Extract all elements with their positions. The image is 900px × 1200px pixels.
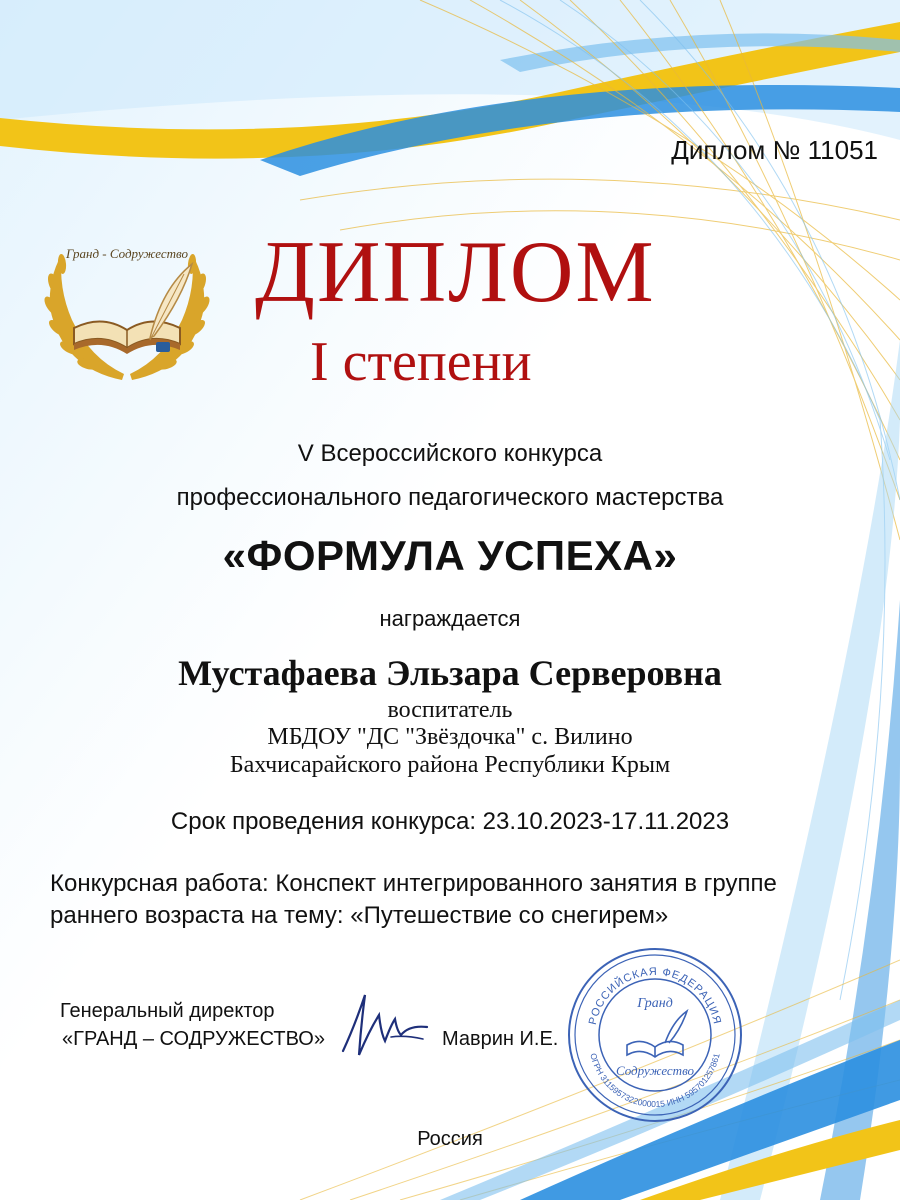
official-stamp	[565, 945, 745, 1125]
stamp-bottom-text: ОГРН 3115957322000015 ИНН 595701257861	[588, 1052, 722, 1110]
signature	[335, 985, 435, 1065]
signer-title: Генеральный директор	[60, 1000, 275, 1022]
contest-period: Срок проведения конкурса: 23.10.2023-17.11.2023	[170, 808, 730, 835]
recipient-organization: МБДОУ "ДС "Звёздочка" с. Вилино	[267, 724, 633, 750]
diploma-degree: I степени	[310, 331, 532, 393]
contest-line-1: V Всероссийского конкурса	[297, 440, 603, 467]
work-line-1: Конкурсная работа: Конспект интегрированного занятия в группе	[50, 870, 777, 897]
contest-name: «ФОРМУЛА УСПЕХА»	[222, 532, 678, 579]
recipient-name: Мустафаева Эльзара Серверовна	[178, 653, 722, 693]
logo-emblem	[32, 228, 222, 388]
awarded-text: награждается	[379, 606, 521, 631]
diploma-number: Диплом № 11051	[671, 135, 878, 165]
recipient-region: Бахчисарайского района Республики Крым	[229, 752, 671, 778]
stamp-center-bottom: Содружество	[615, 1063, 695, 1078]
country: Россия	[417, 1128, 483, 1150]
recipient-position: воспитатель	[387, 697, 513, 723]
stamp-top-text: РОССИЙСКАЯ ФЕДЕРАЦИЯ	[586, 965, 724, 1026]
signer-organization: «ГРАНД – СОДРУЖЕСТВО»	[62, 1028, 325, 1050]
signer-name: Маврин И.Е.	[442, 1028, 559, 1050]
diploma-title: ДИПЛОМ	[255, 224, 656, 321]
contest-line-2: профессионального педагогического мастерства	[176, 484, 724, 511]
logo-caption: Гранд - Содружество	[66, 246, 188, 261]
stamp-center-top: Гранд	[637, 996, 673, 1011]
work-line-2: раннего возраста на тему: «Путешествие со снегирем»	[50, 902, 669, 929]
